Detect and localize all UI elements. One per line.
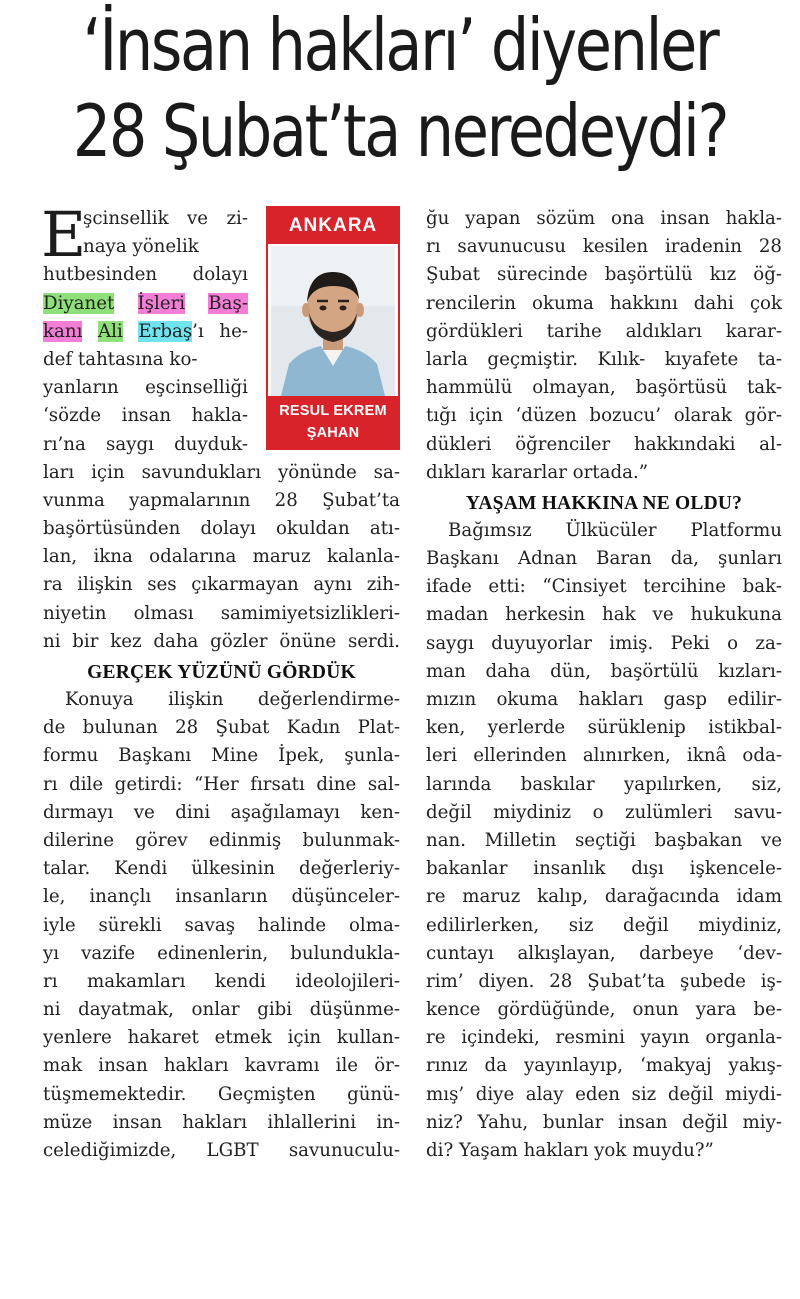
intro-line (43, 290, 248, 318)
body-line: nan. Milletin seçtiği başbakan ve (426, 829, 782, 851)
body-line: madan herkesin hak ve hukukuna (426, 604, 782, 626)
body-line: ken, yerlerde sürüklenip istikbal- (426, 717, 782, 739)
body-line: Bağımsız Ülkücüler Platformu (448, 519, 782, 541)
body-line: rim’ diyen. 28 Şubat’ta şubede iş- (426, 970, 782, 992)
body-line: re içindeki, resmini yayın organla- (426, 1027, 782, 1049)
body-line: formu Başkanı Mine İpek, şunla- (43, 745, 400, 767)
headline (64, 2, 736, 174)
highlight-ali: Ali (98, 320, 123, 342)
body-line: edilirlerken, siz değil miydiniz, (426, 914, 782, 936)
intro-line: hutbesinden dolayı (43, 264, 248, 286)
body-line: cuntayı alkışlayan, darbeye ‘dev- (426, 942, 782, 964)
body-line: yı vazife edinenlerin, bulundukla- (43, 942, 400, 964)
body-line: larında baskılar yapılırken, siz, (426, 773, 782, 795)
body-line: başörtüsünden dolayı okuldan atı- (43, 518, 400, 540)
body-line: müze insan hakları ihlallerini in- (43, 1111, 400, 1133)
intro-line: rı’na saygı duyduk- (43, 433, 248, 455)
body-line: rencilerin okuma hakkını dahi çok (426, 292, 782, 314)
subheading: GERÇEK YÜZÜNÜ GÖRDÜK (87, 662, 356, 683)
headline-line-1: ‘İnsan hakları’ diyenler (82, 3, 718, 87)
body-line: niz? Yahu, bunlar insan değil miy- (426, 1111, 782, 1133)
body-line: tığı için ‘düzen bozucu’ olarak gör- (426, 405, 782, 427)
body-line: le, inançlı insanların düşünceler- (43, 886, 400, 908)
body-line: dıkları kararlar ortada.” (426, 461, 649, 483)
body-line: mak insan hakları kavramı ile ör- (43, 1055, 400, 1077)
body-line: mış’ diye alay eden siz değil miydi- (426, 1083, 782, 1105)
body-line: yenlere hakaret etmek için kullan- (43, 1027, 400, 1049)
body-line: niyetin olması samimiyetsizlikleri- (43, 602, 400, 624)
intro-line: ‘sözde insan hakla- (43, 405, 248, 427)
subheading: YAŞAM HAKKINA NE OLDU? (465, 492, 743, 514)
body-line: talar. Kendi ülkesinin değerleriy- (43, 858, 400, 880)
intro-text: ’ı he- (192, 320, 248, 342)
body-line: rı dile getirdi: “Her fırsatı dine sal- (43, 773, 400, 795)
body-line: rınız da yayınlayıp, ‘makyaj yakış- (426, 1055, 782, 1077)
body-line: man daha dün, başörtülü kızları- (426, 660, 782, 682)
body-line: dırmayı ve dini aşağılamayı ken- (43, 801, 400, 823)
author-name-line-1: RESUL EKREM (279, 403, 387, 419)
intro-line: şcinsellik ve zi- (83, 208, 248, 229)
highlight-bas: Baş- (208, 292, 248, 314)
author-name-line-2: ŞAHAN (306, 425, 360, 441)
body-line: dükleri öğrenciler hakkındaki al- (426, 433, 782, 455)
body-line: rı savunucusu kesilen iradenin 28 (426, 236, 782, 258)
body-line: ni bir kez daha gözler önüne serdi. (43, 630, 400, 652)
body-line: lan, ikna odalarına maruz kalanla- (43, 546, 400, 568)
body-line: hammülü olmayan, başörtüsü tak- (426, 377, 782, 399)
body-line: Başkanı Adnan Baran da, şunları (426, 548, 782, 570)
body-line: re maruz kalıp, darağacında idam (426, 886, 782, 908)
body-line: gördükleri tarihe aldıkları karar- (426, 320, 782, 342)
body-line: larla geçmiştir. Kılık- kıyafete ta- (426, 348, 782, 370)
intro-line: naya yönelik (83, 236, 199, 258)
body-line: ifade etti: “Cinsiyet tercihine bak- (426, 576, 782, 598)
body-line: ğu yapan sözüm ona insan hakla- (426, 208, 782, 229)
body-line: değil miydiniz o zulümleri savu- (426, 801, 782, 823)
highlight-erbas: Erbaş (138, 320, 193, 342)
body-line: leri ellerinden alınırken, iknâ oda- (426, 745, 782, 767)
highlight-isleri: İşleri (137, 292, 186, 314)
body-line: bakanlar insanlık dışı işkencele- (426, 858, 782, 880)
body-line: vunma yapmalarının 28 Şubat’ta (43, 489, 400, 511)
highlight-diyanet: Diyanet (43, 292, 115, 314)
body-line: saygı duyuyorlar imiş. Peki o za- (426, 632, 782, 654)
body-line: ni dayatmak, onlar gibi düşünme- (43, 999, 400, 1021)
intro-line (43, 318, 248, 346)
body-line: tüşmemektedir. Geçmişten günü- (43, 1083, 400, 1105)
headline-line-2: 28 Şubat’ta neredeydi? (72, 89, 728, 173)
intro-line: def tahtasına ko- (43, 348, 198, 370)
body-line: kence gördüğünde, onun yara be- (426, 999, 782, 1021)
intro-line: yanların eşcinselliği (43, 377, 248, 399)
highlight-kani: kanı (43, 320, 83, 342)
body-line: de bulunan 28 Şubat Kadın Plat- (43, 717, 400, 739)
byline-city: ANKARA (268, 208, 398, 244)
drop-cap: E (41, 198, 87, 271)
body-line: di? Yaşam hakları yok muydu?” (426, 1140, 714, 1161)
body-line: celediğimizde, LGBT savunuculu- (43, 1140, 400, 1161)
body-line: Şubat sürecinde başörtülü kız öğ- (426, 264, 782, 286)
right-column (426, 205, 782, 1165)
body-line: ra ilişkin ses çıkarmayan aynı zih- (43, 574, 400, 596)
left-column (41, 198, 400, 1165)
body-line: rı makamları kendi ideolojileri- (43, 970, 400, 992)
body-line: dilerine görev edinmiş bulunmak- (43, 829, 400, 851)
body-line: mızın okuma hakları gasp edilir- (426, 689, 782, 710)
body-line: ları için savundukları yönünde sa- (43, 461, 400, 483)
body-line: Konuya ilişkin değerlendirme- (65, 689, 400, 710)
body-line: iyle sürekli savaş halinde olma- (43, 914, 400, 936)
